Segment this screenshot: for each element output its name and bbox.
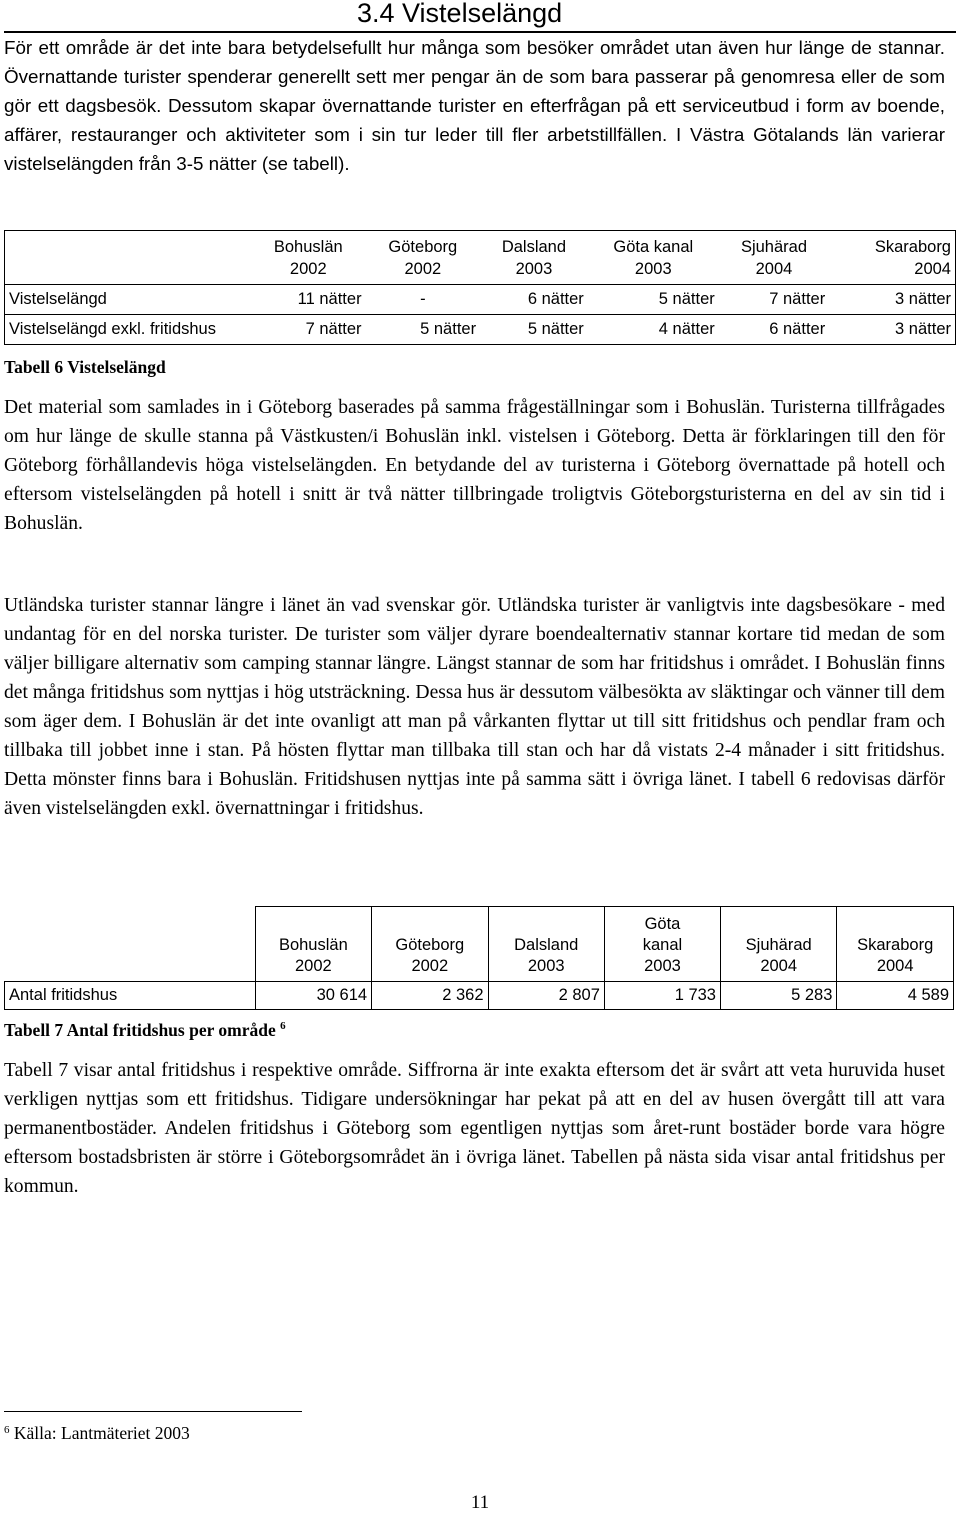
table-fritidshus [4,906,954,1010]
column-header: Sjuhärad 2004 [720,907,836,982]
column-header: Sjuhärad 2004 [719,231,829,285]
table-cell: 6 nätter [480,285,588,315]
column-header: Bohuslän 2002 [255,907,371,982]
table-vistelselangd [4,230,956,345]
footnote-rule [4,1411,302,1412]
column-header: Bohuslän 2002 [251,231,366,285]
table-cell: - [366,285,481,315]
column-header: Dalsland 2003 [480,231,588,285]
table-header-row [5,231,956,285]
table-cell: 6 nätter [719,315,829,345]
table-corner-cell [5,907,256,982]
section-heading: 3.4 Vistelselängd [357,0,563,28]
table-caption: Tabell 6 Vistelselängd [4,357,166,377]
table-cell: 30 614 [255,982,371,1010]
row-label: Vistelselängd [5,285,252,315]
paragraph: Tabell 7 visar antal fritidshus i respektive område. Siffrorna är inte exakta eftersom det är svårt att veta huruvida huset verkligen nyttjas som ett fritidshus. Tidigare undersökningar har pekat på att en del av husen övergått till att vara permanentbostäder. Andelen fritidshus i Göteborg som egentligen nyttjas som året-runt bostäder borde vara högre eftersom bostadsbristen är större i Göteborgsområdet än i övriga länet. Tabellen på nästa sida visar antal fritidshus per kommun. [4,1060,945,1197]
intro-paragraph: För ett område är det inte bara betydelsefullt hur många som besöker området utan även hur länge de stannar. Övernattande turister spenderar generellt sett mer pengar än de som bara passerar på genomresa eller de som gör ett dagsbesök. Dessutom skapar övernattande turister en efterfrågan på ett serviceutbud i form av boende, affärer, restauranger och aktiviteter som i sin tur leder till fler arbetstillfällen. I Västra Götalands län varierar vistelselängden från 3-5 nätter (se tabell). [4,37,945,174]
column-header: Skaraborg 2004 [829,231,955,285]
table-cell: 5 nätter [366,315,481,345]
table-header-row [5,907,954,982]
page-number: 11 [470,1492,490,1513]
column-header: Göteborg 2002 [366,231,481,285]
table-row [5,285,956,315]
footnote: $^6$ Källa: Lantmäteriet 2003 [4,1423,190,1443]
paragraph: Det material som samlades in i Göteborg baserades på samma frågeställningar som i Bohuslän. Turisterna tillfrågades om hur länge de skulle stanna på Västkusten/i Bohuslän inkl. vistelsen i Göteborg. Detta är förklaringen till den för Göteborg förhållandevis höga vistelselängden. En betydande del av turisterna i Göteborg övernattade på hotell och eftersom vistelselängden på hotell i snitt är två nätter tillbringade troligtvis Göteborgsturisterna en del av sin tid i Bohuslän. [4,397,945,534]
column-header: Göta kanal 2003 [588,231,719,285]
table-row [5,315,956,345]
column-header: Göta kanal 2003 [604,907,720,982]
table-cell: 11 nätter [251,285,366,315]
table-cell: 4 589 [837,982,954,1010]
paragraph: Utländska turister stannar längre i länet än vad svenskar gör. Utländska turister är vanligtvis inte dagsbesökare - med undantag för en del norska turister. De turister som väljer dyrare boendealternativ stannar kortare tid medan de som väljer billigare alternativ som camping stannar längre. Längst stannar de som har fritidshus i området. I Bohuslän finns det många fritidshus som nyttjas i hög utsträckning. Dessa hus är dessutom välbesökta av släktingar och vänner till dem som äger dem. I Bohuslän är det inte ovanligt att man på vårkanten flyttar ut till sitt fritidshus och pendlar fram och tillbaka till jobbet inne i stan. På hösten flyttar man tillbaka till stan och har då vistats 2-4 månader i sitt fritidshus. Detta mönster finns bara i Bohuslän. Fritidshusen nyttjas inte på samma sätt i övriga länet. I tabell 6 redovisas därför även vistelselängden exkl. övernattningar i fritidshus. [4,595,945,819]
table-corner-cell [5,231,252,285]
table-cell: 3 nätter [829,285,955,315]
table-cell: 1 733 [604,982,720,1010]
table-caption: Tabell 7 Antal fritidshus per område $^6$ [4,1020,286,1040]
table-cell: 4 nätter [588,315,719,345]
table-cell: 5 283 [720,982,836,1010]
table-cell: 5 nätter [588,285,719,315]
table-row [5,982,954,1010]
table-cell: 5 nätter [480,315,588,345]
table-cell: 3 nätter [829,315,955,345]
table-cell: 7 nätter [719,285,829,315]
column-header: Dalsland 2003 [488,907,604,982]
column-header: Göteborg 2002 [372,907,488,982]
table-cell: 2 362 [372,982,488,1010]
column-header: Skaraborg 2004 [837,907,954,982]
footnote-number: 6 [4,1424,10,1436]
table-cell: 2 807 [488,982,604,1010]
footnote-ref[interactable]: 6 [280,1020,286,1033]
table-cell: 7 nätter [251,315,366,345]
row-label: Antal fritidshus [5,982,256,1010]
row-label: Vistelselängd exkl. fritidshus [5,315,252,345]
